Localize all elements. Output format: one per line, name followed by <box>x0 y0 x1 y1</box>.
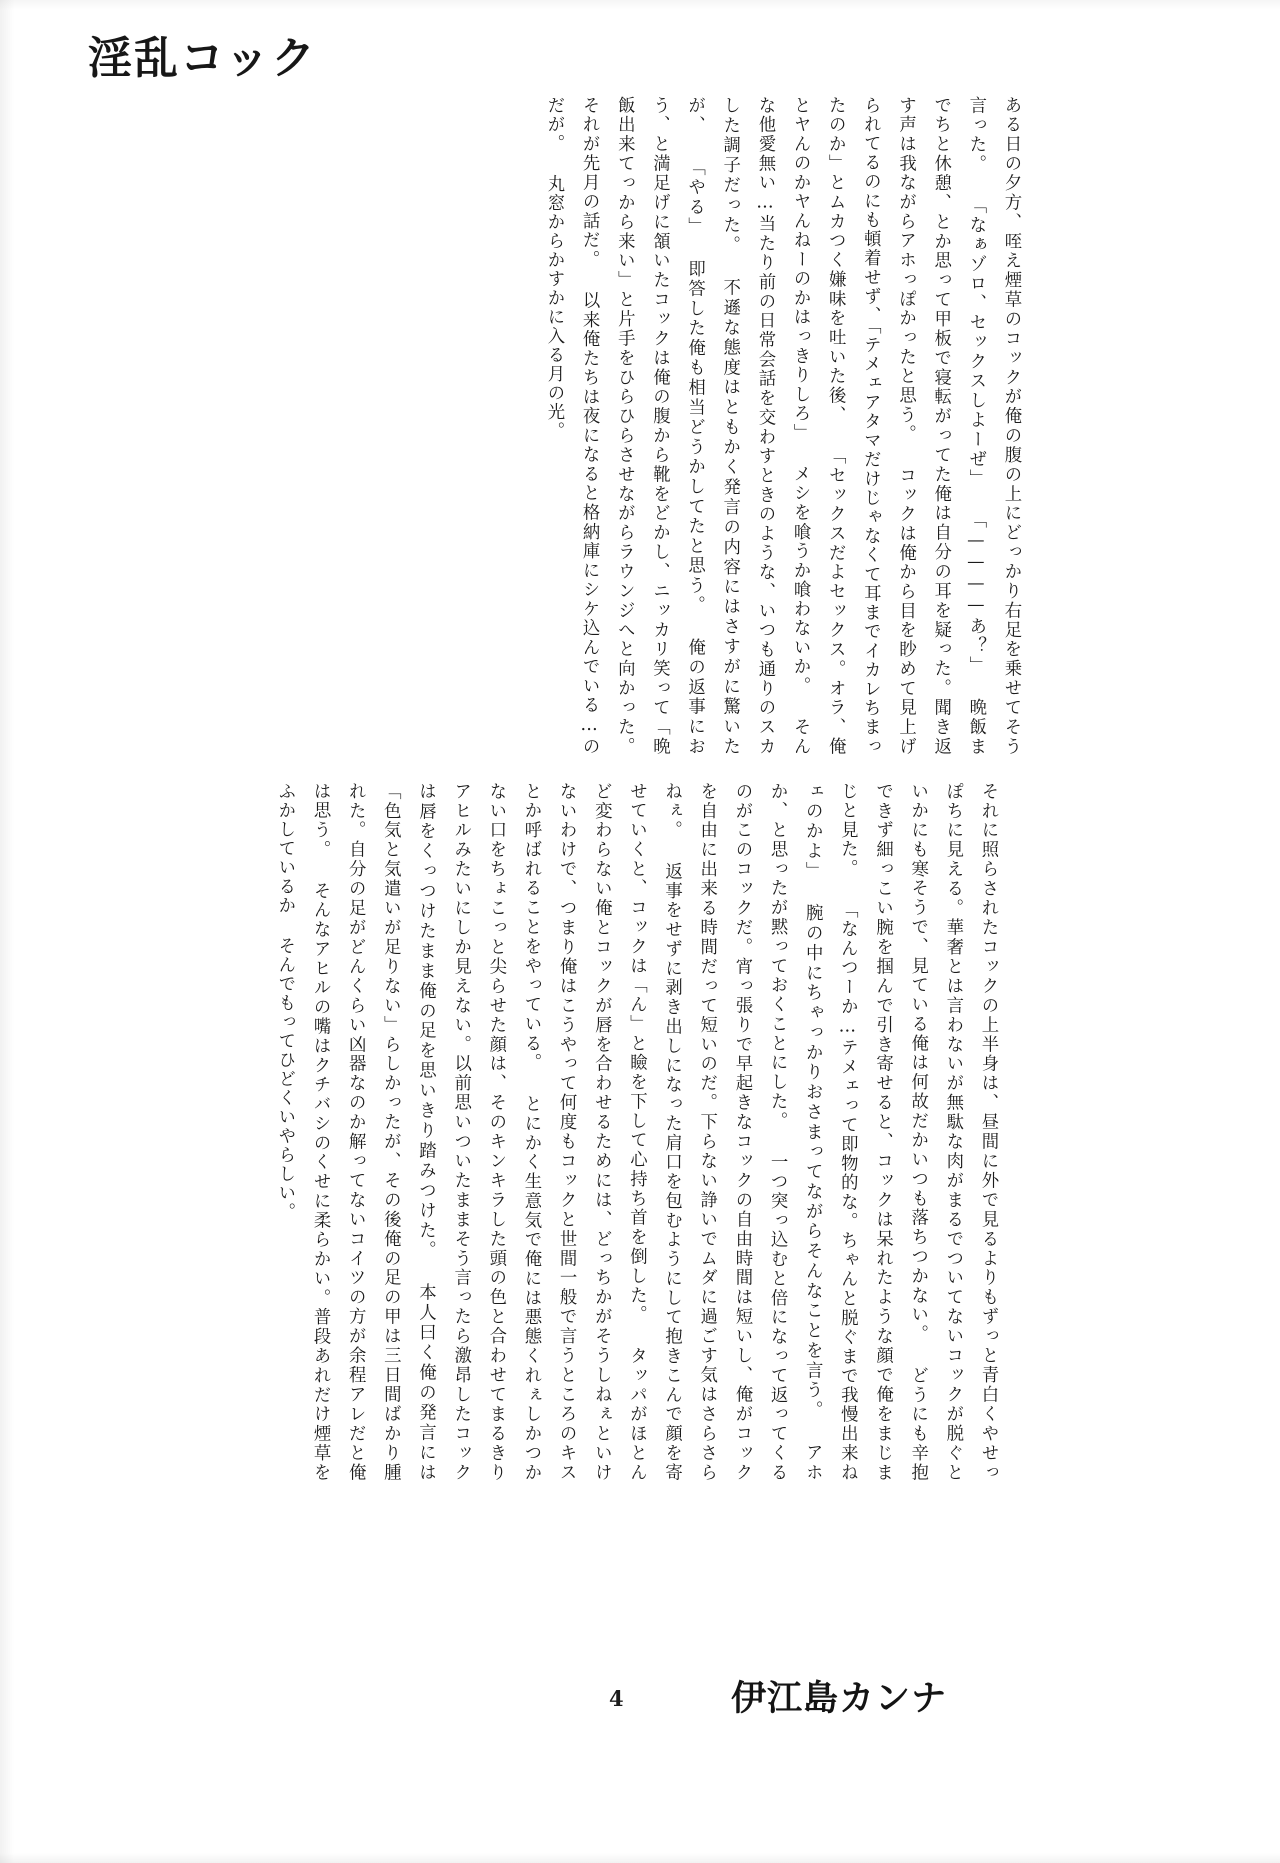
body-paragraph-bottom: それに照らされたコックの上半身は、昼間に外で見るよりもずっと青白くやせっぽちに見える。華奢とは言わないが無駄な肉がまるでついてないコックが脱ぐといかにも寒そうで、見ている俺は何故だかいつも落ちつかない。 どうにも辛抱できず細っこい腕を掴んで引き寄せると、コックは呆れたような顔で俺をまじまじと見た。 「なんつーか…テメェって即物的な。ちゃんと脱ぐまで我慢出来ねェのかよ」 腕の中にちゃっかりおさまってながらそんなことを言う。 アホか、と思ったが黙っておくことにした。 一つ突っ込むと倍になって返ってくるのがこのコックだ。宵っ張りで早起きなコックの自由時間は短いし、俺がコックを自由に出来る時間だって短いのだ。下らない諍いでムダに過ごす気はさらさらねぇ。 返事をせずに剥き出しになった肩口を包むようにして抱きこんで顔を寄せていくと、コックは「ん」と瞼を下して心持ち首を倒した。 タッパがほとんど変わらない俺とコックが唇を合わせるためには、どっちかがそうしねぇといけないわけで、つまり俺はこうやって何度もコックと世間一般で言うところのキスとか呼ばれることをやっている。 とにかく生意気で俺には悪態くれぇしかつかない口をちょこっと尖らせた顔は、そのキンキラした頭の色と合わせてまるきりアヒルみたいにしか見えない。以前思いついたままそう言ったら激昂したコックは唇をくっつけたまま俺の足を思いきり踏みつけた。 本人曰く俺の発言には「色気と気遣いが足りない」らしかったが、その後俺の足の甲は三日間ばかり腫れた。自分の足がどんくらい凶器なのか解ってないコイツの方が余程アレだと俺は思う。 そんなアヒルの嘴はクチバシのくせに柔らかい。普段あれだけ煙草をふかしているか そんでもってひどくいやらしい。 <box>274 782 998 1482</box>
scan-edge-top <box>0 0 1280 10</box>
page-title: 淫乱コック <box>88 33 318 84</box>
body-text-block-bottom <box>105 782 1005 1482</box>
author-credit: 伊江島カンナ <box>731 1679 948 1719</box>
body-paragraph-top: ある日の夕方、咥え煙草のコックが俺の腹の上にどっかり右足を乗せてそう言った。 「なぁゾロ、セックスしよーぜ」 「————あ？」 晩飯までちと休憩、とか思って甲板で寝転がってた俺は自分の耳を疑った。聞き返す声は我ながらアホっぽかったと思う。 コックは俺から目を眇めて見上げられてるのにも頓着せず、「テメェアタマだけじゃなくて耳までイカレちまったのか」とムカつく嫌味を吐いた後、 「セックスだよセックス。オラ、俺とヤんのかヤんねーのかはっきりしろ」 メシを喰うか喰わないか。 そんな他愛無い…当たり前の日常会話を交わすときのような、いつも通りのスカした調子だった。 不遜な態度はともかく発言の内容にはさすがに驚いたが、 「やる」 即答した俺も相当どうかしてたと思う。 俺の返事におう、と満足げに頷いたコックは俺の腹から靴をどかし、ニッカリ笑って「晩飯出来てっから来い」と片手をひらひらさせながらラウンジへと向かった。 それが先月の話だ。 以来俺たちは夜になると格納庫にシケ込んでいる…のだが。 丸窓からかすかに入る月の光。 <box>543 96 1021 756</box>
page-number: 4 <box>609 1686 624 1711</box>
scan-edge-bottom <box>0 1853 1280 1863</box>
scan-edge-left <box>0 0 14 1863</box>
body-text-block-top <box>108 96 1028 756</box>
